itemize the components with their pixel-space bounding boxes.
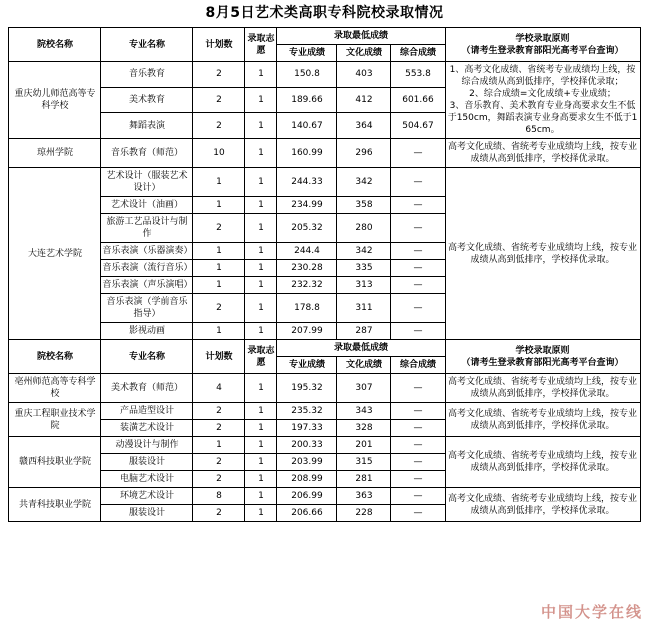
cell-major-score: 234.99 (277, 197, 337, 214)
page-title: 8月5日艺术类高职专科院校录取情况 (205, 5, 444, 21)
cell-plan-count: 2 (193, 471, 245, 488)
cell-major-score: 205.32 (277, 214, 337, 243)
cell-culture-score: 335 (337, 260, 391, 277)
table-row (9, 168, 640, 197)
cell-admission-rule (445, 437, 640, 488)
cell-school-name: 大连艺术学院 (9, 168, 101, 340)
cell-major-name: 美术教育 (101, 87, 193, 113)
cell-volunteer: 1 (245, 488, 277, 505)
cell-school-name: 重庆幼儿师范高等专科学校 (9, 62, 101, 139)
cell-volunteer: 1 (245, 277, 277, 294)
cell-culture-score: 280 (337, 214, 391, 243)
cell-plan-count: 4 (193, 374, 245, 403)
cell-major-score: 206.66 (277, 505, 337, 522)
cell-plan-count: 1 (193, 323, 245, 340)
cell-major-name: 产品造型设计 (101, 403, 193, 420)
cell-school-name: 亳州师范高等专科学校 (9, 374, 101, 403)
cell-school-name: 琼州学院 (9, 139, 101, 168)
cell-culture-score: 228 (337, 505, 391, 522)
cell-major-score: 140.67 (277, 113, 337, 139)
cell-comprehensive-score: — (391, 277, 445, 294)
cell-comprehensive-score: — (391, 197, 445, 214)
cell-plan-count: 2 (193, 403, 245, 420)
cell-culture-score: 311 (337, 294, 391, 323)
header-rule-main: 学校录取原则 (515, 33, 570, 44)
header-rule-sub: （请考生登录教育部阳光高考平台查询） (461, 45, 624, 56)
cell-volunteer: 1 (245, 420, 277, 437)
header-min-scores: 录取最低成绩 (277, 340, 445, 357)
cell-major-name: 美术教育（师范） (101, 374, 193, 403)
cell-major-score: 230.28 (277, 260, 337, 277)
cell-plan-count: 1 (193, 197, 245, 214)
cell-plan-count: 1 (193, 168, 245, 197)
cell-volunteer: 1 (245, 214, 277, 243)
rule-line: 高考文化成绩、省统考专业成绩均上线，按专业成绩从高到低排序，学校择优录取。 (447, 377, 637, 399)
rule-line: 高考文化成绩、省统考专业成绩均上线，按专业成绩从高到低排序，学校择优录取。 (447, 242, 637, 265)
cell-volunteer: 1 (245, 454, 277, 471)
cell-comprehensive-score: — (391, 323, 445, 340)
cell-major-name: 音乐教育（师范） (101, 139, 193, 168)
cell-plan-count: 2 (193, 454, 245, 471)
cell-major-name: 旅游工艺品设计与制作 (101, 214, 193, 243)
table-row (9, 62, 640, 88)
cell-admission-rule (445, 168, 640, 340)
rule-line: 高考文化成绩、省统考专业成绩均上线，按专业成绩从高到低排序，学校择优录取。 (447, 493, 637, 516)
table-row (9, 437, 640, 454)
cell-comprehensive-score: — (391, 454, 445, 471)
header-major: 专业名称 (101, 340, 193, 374)
cell-plan-count: 10 (193, 139, 245, 168)
header-culture-score: 文化成绩 (337, 45, 391, 62)
cell-school-name: 重庆工程职业技术学院 (9, 403, 101, 437)
cell-major-name: 环境艺术设计 (101, 488, 193, 505)
rule-line: 高考文化成绩、省统考专业成绩均上线，按专业成绩从高到低排序，学校择优录取。 (447, 451, 637, 473)
cell-volunteer: 1 (245, 113, 277, 139)
cell-comprehensive-score: — (391, 243, 445, 260)
cell-major-score: 206.99 (277, 488, 337, 505)
cell-volunteer: 1 (245, 168, 277, 197)
cell-plan-count: 1 (193, 260, 245, 277)
cell-volunteer: 1 (245, 323, 277, 340)
cell-culture-score: 343 (337, 403, 391, 420)
table-header-row (9, 28, 640, 45)
cell-major-name: 舞蹈表演 (101, 113, 193, 139)
cell-volunteer: 1 (245, 505, 277, 522)
cell-comprehensive-score: 504.67 (391, 113, 445, 139)
rule-line: 1、高考文化成绩、省统考专业成绩均上线，按综合成绩从高到低排序，学校择优录取； (449, 65, 636, 87)
cell-comprehensive-score: — (391, 294, 445, 323)
table-row (9, 488, 640, 505)
cell-comprehensive-score: — (391, 260, 445, 277)
header-rule (445, 28, 640, 62)
cell-culture-score: 403 (337, 62, 391, 88)
header-comprehensive-score: 综合成绩 (391, 357, 445, 374)
header-culture-score: 文化成绩 (337, 357, 391, 374)
cell-comprehensive-score: — (391, 505, 445, 522)
cell-culture-score: 287 (337, 323, 391, 340)
cell-plan-count: 2 (193, 294, 245, 323)
cell-culture-score: 296 (337, 139, 391, 168)
header-plan: 计划数 (193, 340, 245, 374)
cell-plan-count: 2 (193, 87, 245, 113)
cell-major-name: 音乐表演（乐器演奏） (101, 243, 193, 260)
cell-volunteer: 1 (245, 403, 277, 420)
cell-major-score: 244.4 (277, 243, 337, 260)
cell-volunteer: 1 (245, 243, 277, 260)
header-rule-main: 学校录取原则 (515, 345, 570, 356)
cell-culture-score: 313 (337, 277, 391, 294)
cell-plan-count: 2 (193, 420, 245, 437)
cell-admission-rule (445, 488, 640, 522)
cell-culture-score: 328 (337, 420, 391, 437)
cell-comprehensive-score: — (391, 488, 445, 505)
header-rule (445, 340, 640, 374)
header-school: 院校名称 (9, 340, 101, 374)
cell-school-name: 赣西科技职业学院 (9, 437, 101, 488)
header-volunteer: 录取志愿 (245, 28, 277, 62)
cell-comprehensive-score: — (391, 214, 445, 243)
cell-admission-rule (445, 62, 640, 139)
header-major: 专业名称 (101, 28, 193, 62)
cell-volunteer: 1 (245, 260, 277, 277)
cell-plan-count: 2 (193, 214, 245, 243)
cell-school-name: 共青科技职业学院 (9, 488, 101, 522)
cell-major-score: 207.99 (277, 323, 337, 340)
cell-major-score: 150.8 (277, 62, 337, 88)
table-row (9, 403, 640, 420)
cell-major-name: 装潢艺术设计 (101, 420, 193, 437)
table-row (9, 374, 640, 403)
cell-major-name: 音乐表演（学前音乐指导） (101, 294, 193, 323)
cell-volunteer: 1 (245, 294, 277, 323)
header-major-score: 专业成绩 (277, 357, 337, 374)
table-row (9, 139, 640, 168)
cell-major-name: 服装设计 (101, 505, 193, 522)
cell-major-name: 服装设计 (101, 454, 193, 471)
cell-culture-score: 342 (337, 243, 391, 260)
cell-admission-rule (445, 139, 640, 168)
header-volunteer: 录取志愿 (245, 340, 277, 374)
cell-comprehensive-score: — (391, 168, 445, 197)
cell-plan-count: 1 (193, 437, 245, 454)
cell-major-name: 动漫设计与制作 (101, 437, 193, 454)
cell-comprehensive-score: — (391, 420, 445, 437)
cell-volunteer: 1 (245, 471, 277, 488)
cell-major-score: 244.33 (277, 168, 337, 197)
rule-line: 2、综合成绩=文化成绩+专业成绩； (469, 89, 616, 99)
cell-comprehensive-score: 601.66 (391, 87, 445, 113)
cell-culture-score: 358 (337, 197, 391, 214)
rule-line: 3、音乐教育、美术教育专业身高要求女生不低于150cm，舞蹈表演专业身高要求女生不低于165cm。 (447, 101, 638, 135)
rule-line: 高考文化成绩、省统考专业成绩均上线，按专业成绩从高到低排序，学校择优录取。 (447, 142, 637, 164)
cell-major-name: 音乐表演（声乐演唱） (101, 277, 193, 294)
cell-major-score: 203.99 (277, 454, 337, 471)
header-rule-sub: （请考生登录教育部阳光高考平台查询） (461, 357, 624, 368)
cell-plan-count: 8 (193, 488, 245, 505)
cell-major-score: 197.33 (277, 420, 337, 437)
cell-major-score: 195.32 (277, 374, 337, 403)
cell-major-score: 189.66 (277, 87, 337, 113)
cell-culture-score: 307 (337, 374, 391, 403)
cell-culture-score: 363 (337, 488, 391, 505)
rule-line: 高考文化成绩、省统考专业成绩均上线，按专业成绩从高到低排序，学校择优录取。 (447, 408, 637, 431)
cell-major-score: 178.8 (277, 294, 337, 323)
header-plan: 计划数 (193, 28, 245, 62)
watermark: 中国大学在线 (540, 603, 643, 621)
cell-plan-count: 2 (193, 113, 245, 139)
cell-volunteer: 1 (245, 437, 277, 454)
cell-volunteer: 1 (245, 197, 277, 214)
cell-major-name: 艺术设计（服装艺术设计） (101, 168, 193, 197)
cell-plan-count: 2 (193, 505, 245, 522)
cell-major-score: 235.32 (277, 403, 337, 420)
cell-comprehensive-score: — (391, 403, 445, 420)
cell-major-score: 200.33 (277, 437, 337, 454)
cell-major-name: 音乐表演（流行音乐） (101, 260, 193, 277)
cell-volunteer: 1 (245, 87, 277, 113)
cell-major-name: 艺术设计（油画） (101, 197, 193, 214)
cell-major-name: 音乐教育 (101, 62, 193, 88)
cell-admission-rule (445, 403, 640, 437)
cell-culture-score: 342 (337, 168, 391, 197)
cell-major-name: 影视动画 (101, 323, 193, 340)
cell-major-score: 208.99 (277, 471, 337, 488)
cell-plan-count: 1 (193, 243, 245, 260)
cell-plan-count: 1 (193, 277, 245, 294)
header-major-score: 专业成绩 (277, 45, 337, 62)
cell-comprehensive-score: 553.8 (391, 62, 445, 88)
header-school: 院校名称 (9, 28, 101, 62)
cell-volunteer: 1 (245, 62, 277, 88)
cell-comprehensive-score: — (391, 139, 445, 168)
header-comprehensive-score: 综合成绩 (391, 45, 445, 62)
cell-comprehensive-score: — (391, 437, 445, 454)
cell-culture-score: 201 (337, 437, 391, 454)
cell-major-name: 电脑艺术设计 (101, 471, 193, 488)
table-header-row (9, 340, 640, 357)
admission-table (8, 27, 640, 522)
header-min-scores: 录取最低成绩 (277, 28, 445, 45)
cell-culture-score: 315 (337, 454, 391, 471)
cell-culture-score: 281 (337, 471, 391, 488)
cell-culture-score: 412 (337, 87, 391, 113)
cell-admission-rule (445, 374, 640, 403)
cell-volunteer: 1 (245, 139, 277, 168)
cell-major-score: 160.99 (277, 139, 337, 168)
cell-plan-count: 2 (193, 62, 245, 88)
cell-volunteer: 1 (245, 374, 277, 403)
cell-major-score: 232.32 (277, 277, 337, 294)
cell-comprehensive-score: — (391, 471, 445, 488)
cell-culture-score: 364 (337, 113, 391, 139)
cell-comprehensive-score: — (391, 374, 445, 403)
